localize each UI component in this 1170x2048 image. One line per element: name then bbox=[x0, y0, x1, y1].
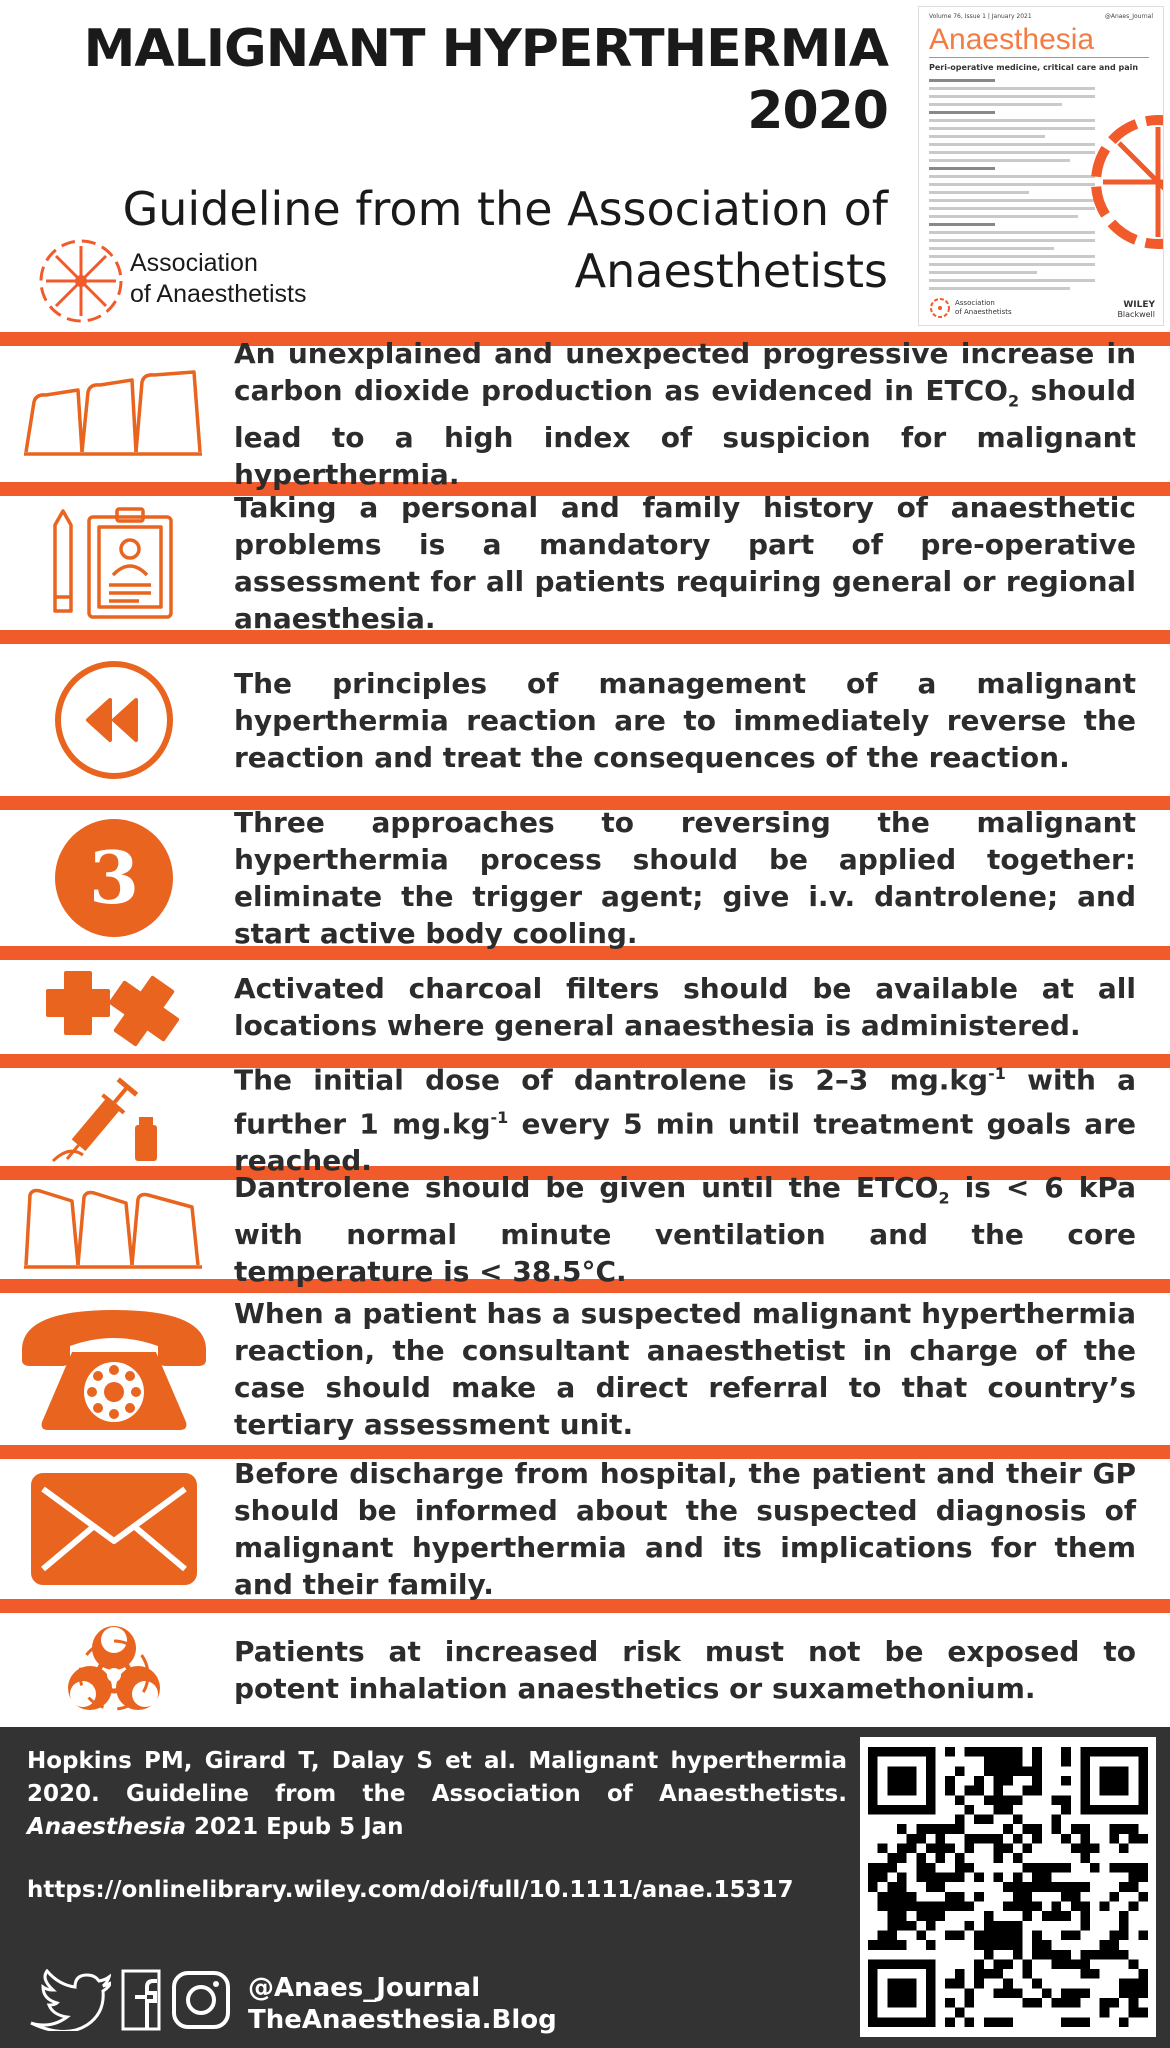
citation-journal: Anaesthesia bbox=[27, 1814, 187, 1840]
qr-code-icon bbox=[868, 1745, 1148, 2029]
item-subscript: 2 bbox=[1007, 391, 1020, 411]
guideline-text bbox=[234, 336, 1136, 492]
cover-association-text bbox=[955, 299, 1012, 317]
item-text: is < 6 kPa with normal minute ventilation and the core temperature is < 38.5°C. bbox=[234, 1170, 1137, 1289]
biohazard-icon bbox=[0, 1613, 228, 1727]
item-text: Before discharge from hospital, the patient and their GP should be informed about the suspected diagnosis of malignant hyperthermia and its implications for them and their family. bbox=[234, 1457, 1136, 1601]
article-url-link[interactable]: https://onlinelibrary.wiley.com/doi/full/10.1111/anae.15317 bbox=[27, 1877, 794, 1903]
guideline-item-5 bbox=[0, 960, 1170, 1054]
filter-crosses-icon bbox=[0, 960, 228, 1054]
number-3-icon: 3 bbox=[88, 835, 140, 920]
subtitle-line-2: Anaesthetists bbox=[574, 244, 888, 298]
guideline-item-7 bbox=[0, 1170, 1170, 1289]
telephone-icon bbox=[0, 1293, 228, 1445]
guideline-item-8 bbox=[0, 1293, 1170, 1445]
syringe-vial-icon bbox=[0, 1068, 228, 1166]
cover-subtitle: Peri-operative medicine, critical care and pain bbox=[929, 63, 1139, 72]
item-text: The initial dose of dantrolene is 2–3 mg.kg bbox=[234, 1063, 989, 1097]
guideline-item-6 bbox=[0, 1063, 1170, 1177]
twitter-icon[interactable] bbox=[27, 1969, 111, 2031]
item-text: An unexplained and unexpected progressive increase in carbon dioxide production as evidenced in ETCO bbox=[234, 336, 1136, 407]
logo-text-line-2: of Anaesthetists bbox=[130, 280, 307, 308]
guideline-text bbox=[234, 491, 1136, 635]
guideline-text bbox=[234, 1293, 1136, 1445]
envelope-icon bbox=[0, 1459, 228, 1599]
association-logo-text bbox=[130, 248, 307, 310]
item-text: should lead to a high index of suspicion for malignant hyperthermia. bbox=[234, 373, 1136, 492]
capnography-waveform-icon bbox=[0, 1180, 228, 1279]
cover-logo-line-1: Association bbox=[955, 299, 995, 307]
guideline-text bbox=[234, 1170, 1137, 1289]
cover-logo-line-2: of Anaesthetists bbox=[955, 308, 1012, 316]
instagram-icon[interactable] bbox=[171, 1970, 231, 2030]
guideline-text bbox=[234, 1613, 1136, 1727]
guideline-item-1 bbox=[0, 336, 1170, 492]
item-text: Patients at increased risk must not be exposed to potent inhalation anaesthetics or suxamethonium. bbox=[234, 1635, 1136, 1705]
item-text: Three approaches to reversing the malignant hyperthermia process should be applied together: eliminate the trigger agent; give i.v. dantrolene; and start active body cooling. bbox=[234, 806, 1136, 950]
citation-text: 2021 Epub 5 Jan bbox=[186, 1814, 404, 1840]
twitter-handle-link[interactable]: @Anaes_Journal bbox=[248, 1973, 481, 2003]
guideline-text bbox=[234, 1063, 1136, 1177]
item-subscript: 2 bbox=[938, 1188, 950, 1208]
item-text: every 5 min until treatment goals are reached. bbox=[234, 1106, 1136, 1177]
guideline-item-4 bbox=[0, 806, 1170, 950]
guideline-item-3 bbox=[0, 644, 1170, 796]
blog-link[interactable]: TheAnaesthesia.Blog bbox=[248, 2005, 557, 2035]
cover-contents-list bbox=[929, 79, 1095, 295]
cover-volume: Volume 76, Issue 1 | January 2021 bbox=[929, 13, 1032, 20]
guideline-text bbox=[234, 1459, 1136, 1599]
citation-text: Hopkins PM, Girard T, Dalay S et al. Malignant hyperthermia 2020. Guideline from the Association of Anaesthetists. bbox=[27, 1748, 847, 1807]
citation bbox=[27, 1745, 847, 1844]
item-superscript: -1 bbox=[988, 1064, 1006, 1084]
item-text: When a patient has a suspected malignant hyperthermia reaction, the consultant anaesthetist in charge of the case should make a direct referral to that country’s tertiary assessment unit. bbox=[234, 1297, 1136, 1441]
item-text: Dantrolene should be given until the ETCO bbox=[234, 1170, 939, 1204]
journal-cover-thumbnail bbox=[918, 6, 1164, 326]
rewind-icon bbox=[0, 644, 228, 796]
qr-code[interactable] bbox=[860, 1737, 1156, 2037]
cover-publisher-line-2: Blackwell bbox=[1117, 310, 1155, 319]
subtitle-line-1: Guideline from the Association of bbox=[122, 182, 888, 236]
guideline-item-9 bbox=[0, 1459, 1170, 1599]
cover-publisher bbox=[1117, 301, 1155, 319]
item-text: Taking a personal and family history of anaesthetic problems is a mandatory part of pre-operative assessment for all patients requiring general or regional anaesthesia. bbox=[234, 491, 1136, 635]
page-title bbox=[84, 18, 888, 142]
clipboard-pencil-icon bbox=[0, 496, 228, 630]
facebook-icon[interactable] bbox=[121, 1969, 161, 2031]
header bbox=[0, 0, 1170, 332]
guideline-item-10 bbox=[0, 1613, 1170, 1727]
guideline-item-2 bbox=[0, 491, 1170, 635]
cover-logo-ring-icon bbox=[1083, 107, 1164, 257]
cover-association-logo-icon bbox=[929, 297, 951, 319]
guideline-text bbox=[234, 806, 1136, 950]
social-icons bbox=[27, 1967, 231, 2033]
association-logo-icon bbox=[36, 236, 126, 326]
number-3-badge bbox=[0, 810, 228, 946]
guideline-text bbox=[234, 644, 1136, 796]
cover-rule bbox=[929, 57, 1149, 58]
item-superscript: -1 bbox=[490, 1107, 509, 1127]
item-text: The principles of management of a malignant hyperthermia reaction are to immediately reverse the reaction and treat the consequences of the reaction. bbox=[234, 666, 1136, 774]
social-handles bbox=[248, 1972, 557, 2036]
guideline-text bbox=[234, 960, 1136, 1054]
cover-journal-title: Anaesthesia bbox=[929, 23, 1095, 56]
item-text: Activated charcoal filters should be available at all locations where general anaesthesia is administered. bbox=[234, 972, 1136, 1042]
cover-handle: @Anaes_Journal bbox=[1104, 13, 1153, 20]
title-line-1: MALIGNANT HYPERTHERMIA bbox=[83, 19, 888, 79]
logo-text-line-1: Association bbox=[130, 249, 258, 277]
capnography-waveform-icon bbox=[0, 346, 228, 482]
title-line-2: 2020 bbox=[747, 81, 888, 141]
footer bbox=[0, 1727, 1170, 2048]
cover-publisher-line-1: WILEY bbox=[1123, 300, 1155, 310]
item-text: with a further 1 mg.kg bbox=[234, 1063, 1136, 1140]
